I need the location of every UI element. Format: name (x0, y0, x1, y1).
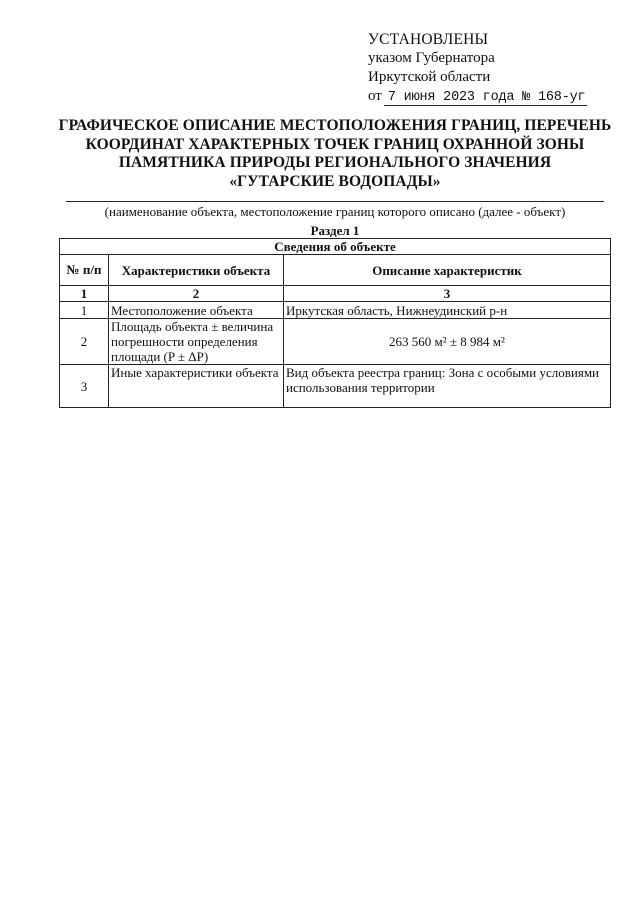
approval-region: Иркутской области (368, 69, 491, 85)
row-description: 263 560 м² ± 8 984 м² (284, 319, 611, 365)
row-characteristic: Иные характеристики объекта (109, 365, 284, 408)
table-row (60, 365, 611, 408)
object-info-table (59, 238, 611, 408)
title-line-1: ГРАФИЧЕСКОЕ ОПИСАНИЕ МЕСТОПОЛОЖЕНИЯ ГРАНИЦ, ПЕРЕЧЕНЬ (58, 117, 612, 134)
table-column-numbers-row (60, 286, 611, 302)
col-number-1: 1 (60, 286, 109, 302)
row-description: Иркутская область, Нижнеудинский р-н (284, 302, 611, 319)
table-header-row (60, 255, 611, 286)
approval-date-value: 7 июня 2023 года № 168-уг (384, 90, 588, 106)
header-num: № п/п (60, 255, 109, 286)
col-number-2: 2 (109, 286, 284, 302)
header-characteristics: Характеристики объекта (109, 255, 284, 286)
title-line-3: ПАМЯТНИКА ПРИРОДЫ РЕГИОНАЛЬНОГО ЗНАЧЕНИЯ (118, 154, 552, 171)
document-title (50, 117, 620, 191)
header-description: Описание характеристик (284, 255, 611, 286)
table-caption: Сведения об объекте (60, 239, 611, 255)
approval-heading: УСТАНОВЛЕНЫ (368, 31, 489, 48)
row-characteristic: Местоположение объекта (109, 302, 284, 319)
row-characteristic: Площадь объекта ± величина погрешности определения площади (P ± ΔP) (109, 319, 284, 365)
title-underline (66, 201, 604, 202)
table-row (60, 319, 611, 365)
section-heading: Раздел 1 (310, 223, 360, 238)
approval-date-line (368, 87, 587, 106)
approval-block (368, 30, 587, 106)
title-line-2: КООРДИНАТ ХАРАКТЕРНЫХ ТОЧЕК ГРАНИЦ ОХРАННОЙ ЗОНЫ (85, 135, 585, 153)
table-caption-row (60, 239, 611, 255)
table-row (60, 302, 611, 319)
approval-issuer: указом Губернатора (368, 50, 495, 66)
approval-date-prefix: от (368, 88, 382, 104)
object-caption: (наименование объекта, местоположение границ которого описано (далее - объект) (104, 204, 566, 219)
row-description: Вид объекта реестра границ: Зона с особыми условиями использования территории (284, 365, 611, 408)
row-num: 1 (60, 302, 109, 319)
row-num: 2 (60, 319, 109, 365)
row-num: 3 (60, 365, 109, 408)
col-number-3: 3 (284, 286, 611, 302)
title-line-4: «ГУТАРСКИЕ ВОДОПАДЫ» (229, 172, 441, 190)
